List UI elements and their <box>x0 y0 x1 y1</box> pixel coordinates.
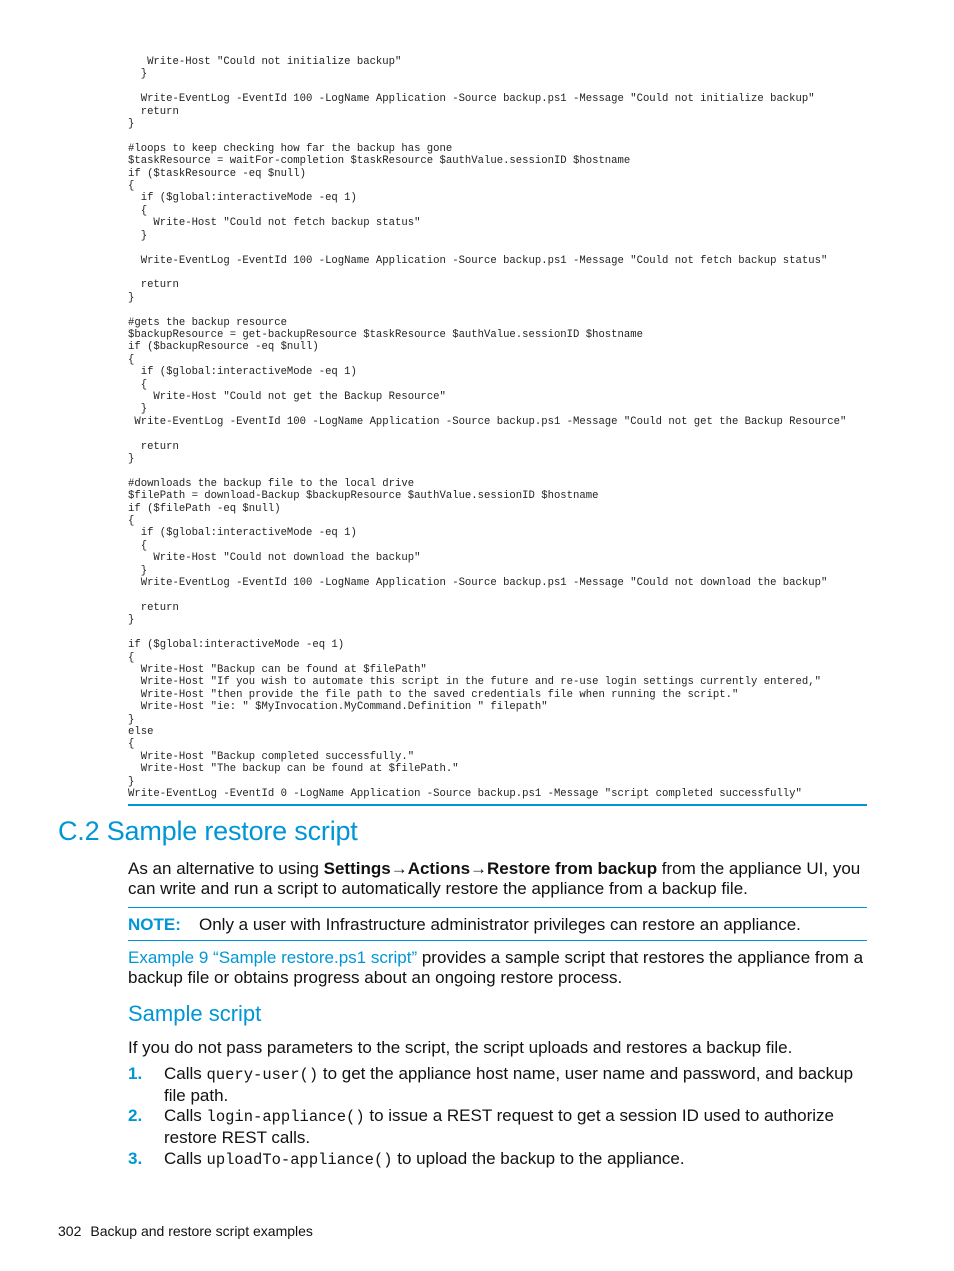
page-footer <box>58 1223 313 1239</box>
step-text-start: Calls <box>164 1149 207 1168</box>
step-text-end: to get the appliance host name, user name and password, and backup file path. <box>164 1064 854 1105</box>
example-paragraph <box>128 948 868 987</box>
intro-text-end: from the appliance UI, you can write and run a script to automatically restore the appliance from a backup file. <box>128 859 861 898</box>
step-number: 3. <box>128 1149 143 1168</box>
subsection-heading: Sample script <box>128 1001 262 1026</box>
step-text <box>164 1149 869 1171</box>
intro-text-start: As an alternative to using <box>128 859 324 878</box>
step-code: uploadTo-appliance() <box>206 1151 393 1169</box>
note-text: Only a user with Infrastructure administrator privileges can restore an appliance. <box>199 915 801 934</box>
note-label: NOTE: <box>128 915 181 934</box>
subsection-intro: If you do not pass parameters to the script, the script uploads and restores a backup file. <box>128 1038 793 1057</box>
code-bottom-rule <box>128 804 867 806</box>
step-text-end: to upload the backup to the appliance. <box>392 1149 685 1168</box>
step-text-end: to issue a REST request to get a session ID used to authorize restore REST calls. <box>164 1106 834 1147</box>
section-heading: C.2 Sample restore script <box>58 816 358 846</box>
step-number: 2. <box>128 1106 143 1125</box>
menu-settings: Settings <box>323 859 391 878</box>
menu-arrow-icon: → <box>470 859 488 878</box>
page-number: 302 <box>58 1223 82 1239</box>
step-number: 1. <box>128 1064 143 1083</box>
code-listing: Write-Host "Could not initialize backup" } Write-EventLog -EventId 100 -LogName Application -Source backup.ps1 -Message "Could not initialize backup" return } #loops to keep checking how far the backup has gone $taskResource = waitFor-completion $taskResource $authValue.sessionID $hostname if ($taskResource -eq $null) { if ($global:interactiveMode -eq 1) { Write-Host "Could not fetch backup status" } Write-EventLog -EventId 100 -LogName Application -Source backup.ps1 -Message "Could not fetch backup status" return } #gets the backup resource $backupResource = get-backupResource $taskResource $authValue.sessionID $hostname if ($backupResource -eq $null) { if ($global:interactiveMode -eq 1) { Write-Host "Could not get the Backup Resource" } Write-EventLog -EventId 100 -LogName Application -Source backup.ps1 -Message "Could not get the Backup Resource" return } #downloads the backup file to the local drive $filePath = download-Backup $backupResource $authValue.sessionID $hostname if ($filePath -eq $null) { if ($global:interactiveMode -eq 1) { Write-Host "Could not download the backup" } Write-EventLog -EventId 100 -LogName Application -Source backup.ps1 -Message "Could not download the backup" return } if ($global:interactiveMode -eq 1) { Write-Host "Backup can be found at $filePath" Write-Host "If you wish to automate this script in the future and re-use login settings currently entered," Write-Host "then provide the file path to the saved credentials file when running the script." Write-Host "ie: " $MyInvocation.MyCommand.Definition " filepath" } else { Write-Host "Backup completed successfully." Write-Host "The backup can be found at $filePath." } Write-EventLog -EventId 0 -LogName Application -Source backup.ps1 -Message "script completed successfully" <box>128 56 847 800</box>
step-text <box>164 1064 869 1105</box>
step-text <box>164 1106 869 1147</box>
example-link[interactable]: Example 9 “Sample restore.ps1 script” <box>128 948 418 967</box>
example-paragraph-text: provides a sample script that restores the appliance from a backup file or obtains progress about an ongoing restore process. <box>128 948 864 987</box>
intro-paragraph <box>128 859 868 898</box>
step-code: query-user() <box>206 1066 319 1084</box>
menu-actions: Actions <box>407 859 471 878</box>
step-text-start: Calls <box>164 1064 207 1083</box>
note-box <box>128 907 867 941</box>
step-text-start: Calls <box>164 1106 207 1125</box>
menu-restore-from-backup: Restore from backup <box>487 859 658 878</box>
footer-title: Backup and restore script examples <box>90 1223 313 1239</box>
step-code: login-appliance() <box>206 1108 365 1126</box>
menu-arrow-icon: → <box>390 859 408 878</box>
